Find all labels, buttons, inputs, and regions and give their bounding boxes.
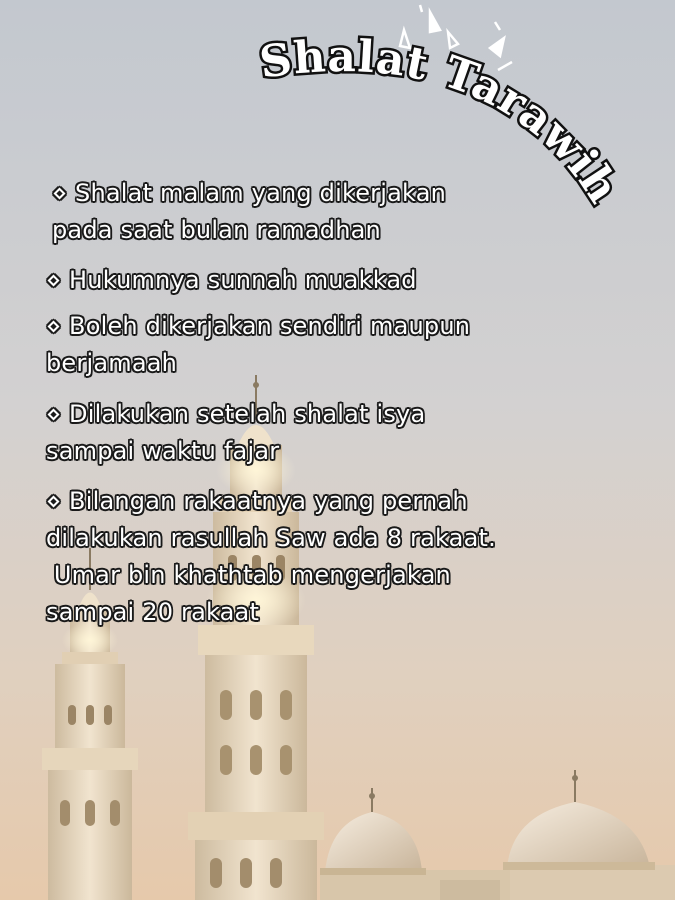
- page-title: Shalat Tarawih: [256, 31, 630, 213]
- bullet-item: [46, 396, 425, 470]
- bullet-line: pada saat bulan ramadhan: [52, 216, 381, 244]
- bullet-line: ⋄ Hukumnya sunnah muakkad: [46, 266, 417, 294]
- bullet-line: ⋄ Bilangan rakaatnya yang pernah: [46, 487, 468, 515]
- bullet-line: sampai 20 rakaat: [46, 598, 260, 626]
- bullet-item: [46, 308, 470, 382]
- bullet-line: ⋄ Boleh dikerjakan sendiri maupun: [46, 312, 471, 340]
- bullet-item: [52, 175, 446, 249]
- bullet-line: sampai waktu fajar: [46, 437, 280, 465]
- bullet-item: [46, 483, 496, 631]
- bullet-line: dilakukan rasullah Saw ada 8 rakaat.: [46, 524, 496, 552]
- bullet-line: ⋄ Dilakukan setelah shalat isya: [46, 400, 426, 428]
- bullet-item: [46, 262, 417, 299]
- bullet-line: ⋄ Shalat malam yang dikerjakan: [52, 179, 447, 207]
- bullet-line: berjamaah: [46, 349, 178, 377]
- bullet-line: Umar bin khathtab mengerjakan: [46, 561, 451, 589]
